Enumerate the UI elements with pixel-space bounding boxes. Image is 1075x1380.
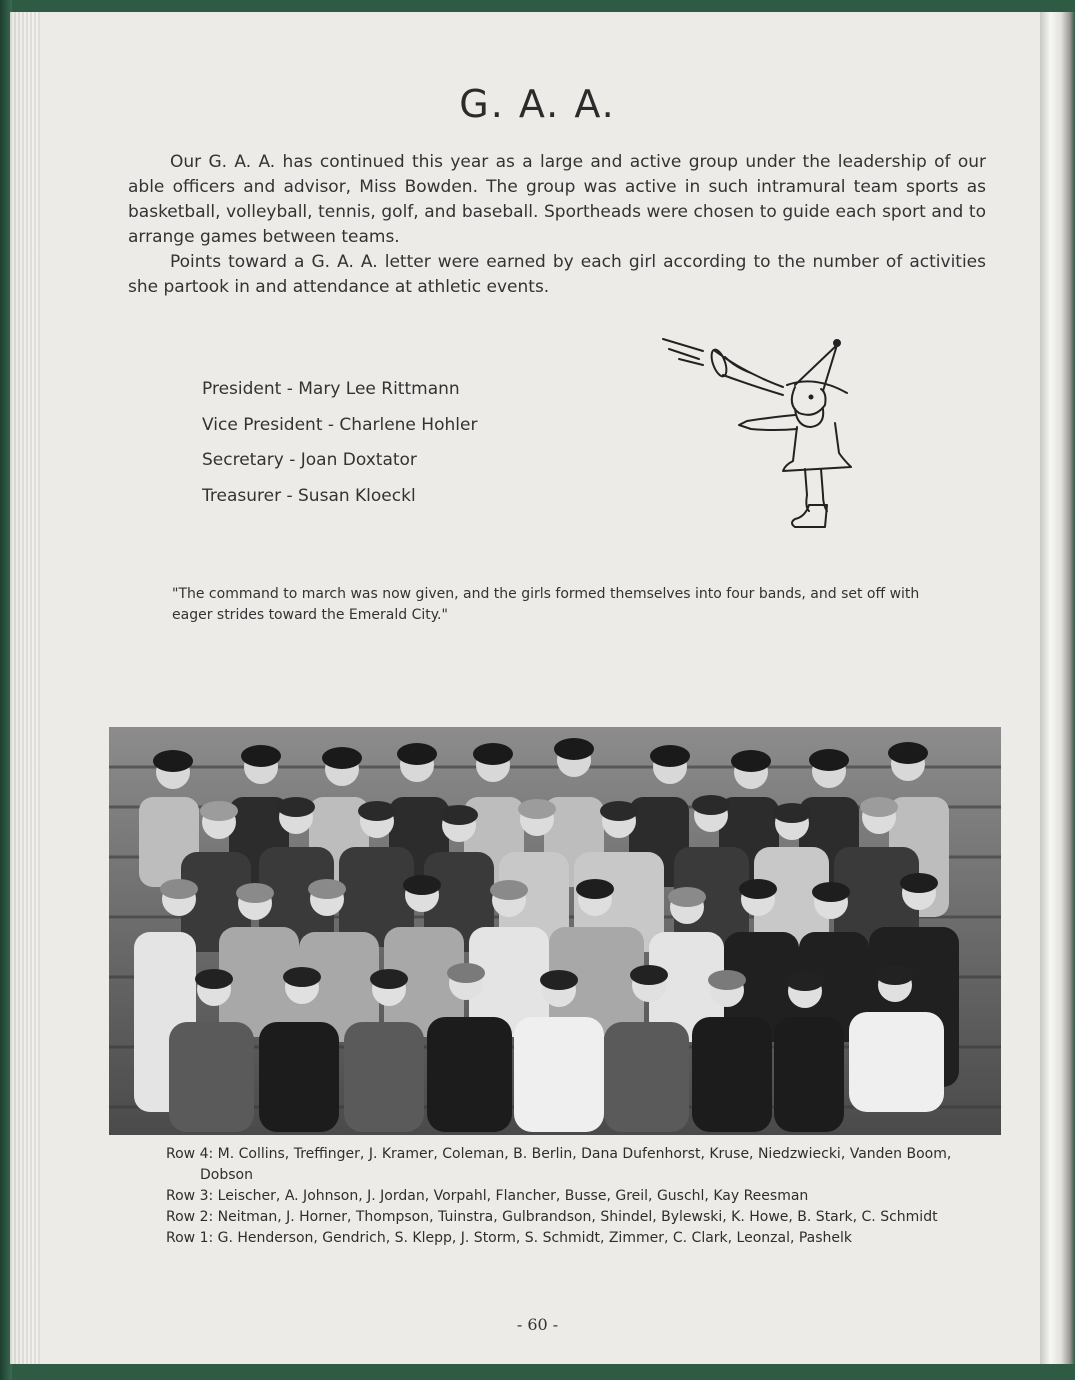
officer-treasurer: Treasurer - Susan Kloeckl (202, 485, 416, 506)
page-stack-edge (10, 12, 40, 1364)
oz-quote: "The command to march was now given, and the girls formed themselves into four bands, and set off with eager strides toward the Emerald City." (172, 586, 920, 623)
photo-caption (166, 1144, 956, 1249)
book-spine-edge (1040, 12, 1075, 1364)
caption-row-2: Row 2: Neitman, J. Horner, Thompson, Tuinstra, Gulbrandson, Shindel, Bylewski, K. Howe, B. Stark, C. Schmidt (166, 1209, 938, 1225)
caption-row-3: Row 3: Leischer, A. Johnson, J. Jordan, Vorpahl, Flancher, Busse, Greil, Guschl, Kay Reesman (166, 1188, 809, 1204)
group-photo (109, 727, 1001, 1135)
officer-secretary: Secretary - Joan Doxtator (202, 450, 417, 470)
page-number: - 60 - (516, 1315, 559, 1334)
officer-vice-president: Vice President - Charlene Hohler (202, 414, 478, 435)
intro-paragraph-1: Our G. A. A. has continued this year as a large and active group under the leadership of our able officers and advisor, Miss Bowden. The group was active in such intramural team sports as basketball, volleyball, tennis, golf, and baseball. Sportheads were chosen to guide each sport and to arrange games between teams. (128, 152, 986, 247)
officers-list (202, 376, 622, 518)
munchkin-trumpeter-illustration (655, 335, 860, 540)
caption-row-4: Row 4: M. Collins, Treffinger, J. Kramer, Coleman, B. Berlin, Dana Dufenhorst, Kruse, Niedzwiecki, Vanden Boom, Dobson (166, 1146, 952, 1183)
caption-row-1: Row 1: G. Henderson, Gendrich, S. Klepp, J. Storm, S. Schmidt, Zimmer, C. Clark, Leonzal, Pashelk (166, 1230, 853, 1246)
officer-president: President - Mary Lee Rittmann (202, 379, 460, 399)
intro-text (128, 150, 986, 300)
intro-paragraph-2: Points toward a G. A. A. letter were earned by each girl according to the number of activities she partook in and attendance at athletic events. (128, 252, 986, 297)
page-title: G. A. A. (459, 82, 616, 126)
